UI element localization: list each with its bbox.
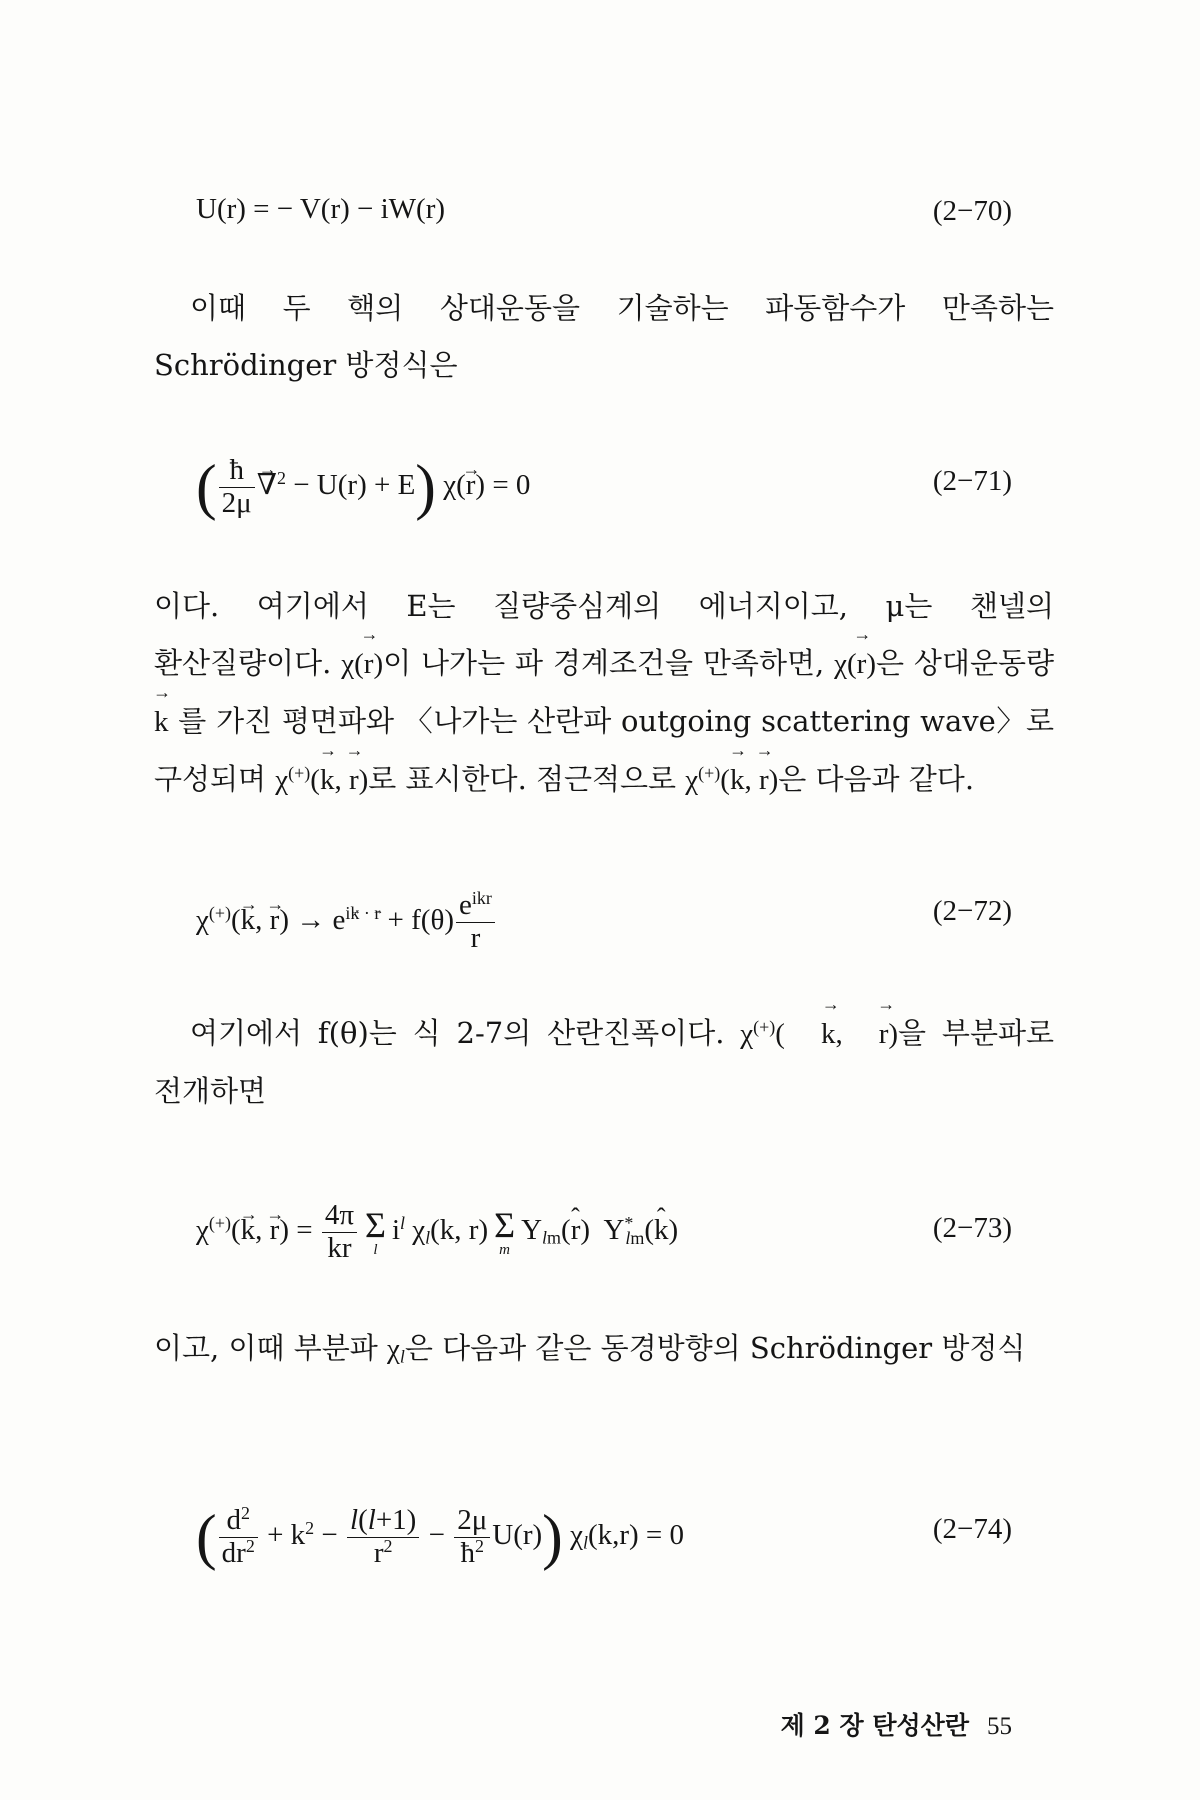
paragraph-text: 은 다음과 같다.: [778, 762, 975, 796]
equation-body: ( $\frac{ħ}{2\mu}$ ∇ →$^2$ − U(r) + E) χ(r →) = 0: [196, 455, 530, 520]
paragraph-text: 이다. 여기에서 E는 질량중심계의 에너지이고, μ는 챈넬의 환산질량이다.: [154, 589, 1054, 680]
equation-body: U(r) = − V(r) − iW(r): [196, 193, 446, 225]
equation-number: (2−74): [932, 1513, 1012, 1545]
chapter-title: 제 2 장 탄성산란: [780, 1711, 969, 1740]
paragraph-text: 를 가진 평면파와 〈나가는 산란파 outgoing scattering wave〉로 구성되며: [154, 704, 1054, 796]
paragraph-text: 은 다음과 같은 동경방향의 Schrödinger 방정식: [404, 1331, 1026, 1365]
paragraph: 이다. 여기에서 E는 질량중심계의 에너지이고, μ는 챈넬의 환산질량이다. χ(r →)이 나가는 파 경계조건을 만족하면, χ(r →)은 상대운동량 k → 를 가진 평면파와 〈나가는 산란파 outgoing scattering wave〉로 구성되며 χ(+)(k →, r →)로 표시한다. 점근적으로 χ(+)(k →, r →)은 다음과 같다.: [154, 578, 1054, 809]
paragraph: 이고, 이때 부분파 $\chi_l$은 다음과 같은 동경방향의 Schrödinger 방정식: [154, 1331, 1026, 1367]
equation-body: χ(+)(k →, r →) → $e^{ik \cdot r} + f(\theta)$ $\frac{e^{ikr}}{r}$: [196, 890, 497, 955]
paragraph-text: 을 부분파로 전개하면: [154, 1016, 1054, 1108]
page-number: 55: [987, 1713, 1012, 1740]
equation-number: (2−71): [932, 465, 1012, 497]
paragraph-text: 이때 두 핵의 상대운동을 기술하는 파동함수가 만족하는 Schrödinger 방정식은: [154, 291, 1054, 382]
paragraph-text: 여기에서 f(θ)는 식 2-7의 산란진폭이다.: [190, 1016, 741, 1050]
equation-body: χ(+)(k →, r →) = $\frac{4\pi}{kr}$ Σ l $i^l$ $\chi_l(k$, r) Σ m $Y_{lm}(r$ ˆ) $Y^*_{lm}(k$ ˆ): [196, 1200, 678, 1265]
paragraph-text: 이고, 이때 부분파: [154, 1331, 387, 1365]
paragraph-text: 이 나가는 파 경계조건을 만족하면,: [383, 646, 835, 680]
equation-number: (2−72): [932, 895, 1012, 927]
equation-number: (2−73): [932, 1212, 1012, 1244]
paragraph-text: 로 표시한다. 점근적으로: [368, 762, 686, 796]
paragraph: 여기에서 f(θ)는 식 2-7의 산란진폭이다. χ(+)( k →, r →)을 부분파로 전개하면: [154, 1005, 1054, 1120]
equation-body: ( $\frac{d^2}{dr^2}$ + $k^2$ − $\frac{l(l+1)}{r^2}$ − $\frac{2\mu}{ħ^2}$ U(r)) $\chi_l(k,r) = 0$: [196, 1503, 685, 1572]
page-footer: [781, 1706, 1012, 1742]
equation-number: (2−70): [932, 195, 1012, 227]
paragraph-text: 은 상대운동량: [875, 646, 1054, 680]
paragraph: [154, 280, 1054, 394]
